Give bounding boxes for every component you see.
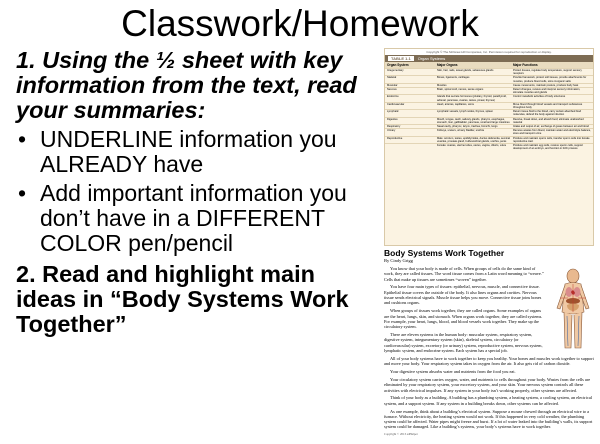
bullet-text: UNDERLINE information you ALREADY have xyxy=(40,126,337,177)
human-body-illustration xyxy=(550,268,596,352)
table-cell: Reproductive xyxy=(387,136,403,140)
table-copyright: Copyright © The McGraw-Hill Companies, Inc. Permission required for reproduction or display. xyxy=(385,49,593,55)
table-row xyxy=(385,94,593,101)
table-cell: Provide framework, protect soft tissues, provide attachments for muscles, produce blood cells, store inorganic salts xyxy=(513,76,587,83)
table-row xyxy=(385,87,593,94)
table-cell: Protect tissues, regulate body temperature, support sensory receptors xyxy=(513,69,582,76)
article-title: Body Systems Work Together xyxy=(384,248,505,258)
article-paragraph: You know that your body is made of cells. When groups of cells do the same kind of work, they are called tissues. The word tissue comes from a Latin word meaning to “weave.” Cells that make up tissues are sometimes “woven” together. xyxy=(384,266,544,282)
table-cell: Muscles xyxy=(437,83,447,87)
step2-heading: 2. Read and highlight main ideas in “Body Systems Work Together” xyxy=(16,261,349,337)
table-row xyxy=(385,102,593,109)
article-author: By Cindy Grigg xyxy=(384,258,414,263)
article-footer: Copyright © 2013 edHelper xyxy=(384,432,418,437)
table-cell: Heart, arteries, capillaries, veins xyxy=(437,102,474,106)
table-cell: Cause movements, maintain posture, produce body heat xyxy=(513,83,579,87)
table-cell: Lymphatic xyxy=(387,110,399,114)
article-paragraph: When groups of tissues work together, they are called organs. Some examples of organs are the heart, lungs, skin, and stomach. When organs work together, they are called systems. For example, your heart, lungs, blood, and blood vessels work together. They make up the circulatory system. xyxy=(384,308,543,330)
article-paragraph: All of your body systems have to work together to keep you healthy. Your bones and muscles work together to support and move your body. Your respiratory system takes in oxygen from the air. It also gets rid of carbon dioxide. xyxy=(384,355,594,367)
table-body xyxy=(385,68,593,150)
table-cell: Female: ovaries, uterine tubes, uterus, vagina, clitoris, vulva xyxy=(437,144,506,148)
table-label: TABLE 1.1 xyxy=(388,56,414,61)
step1-heading: 1. Using the ½ sheet with key information from the text, read your summaries: xyxy=(16,47,357,123)
table-caption: Organ Systems xyxy=(417,56,446,61)
column-header: Major Functions xyxy=(513,63,538,67)
table-cell: Respiratory xyxy=(387,125,401,129)
table-row xyxy=(385,117,593,124)
table-cell: Remove wastes from blood, maintain water and electrolyte balance, store and transport urine xyxy=(513,129,591,136)
table-cell: Digestive xyxy=(387,117,398,121)
table-cell: Kidneys, ureters, urinary bladder, urethra xyxy=(437,129,484,133)
bullet-item xyxy=(16,127,371,177)
bullet-icon: • xyxy=(18,180,27,206)
table-row xyxy=(385,124,593,128)
table-cell: Brain, spinal cord, nerves, sense organs xyxy=(437,88,484,92)
table-cell: Control metabolic activities of body structures xyxy=(513,95,566,99)
table-row xyxy=(385,128,593,135)
table-cell: Produce and maintain sperm cells, transfer sperm cells into female reproductive tract xyxy=(513,136,590,143)
table-cell: Glands that secrete hormones (pituitary, thyroid, parathyroid, adrenal, pancreas, ovaries, testes, pineal, thymus) xyxy=(437,95,507,102)
table-cell: Endocrine xyxy=(387,95,399,99)
article-paragraph: Your digestive system absorbs water and nutrients from the food you eat. xyxy=(390,369,516,375)
step1-bullets xyxy=(16,127,371,256)
article-paragraph: As one example, think about a building’s electrical system. Suppose a mouse chewed through an electrical wire to a furnace. Without electricity, the heating system would not work. If this happened in very cold weather, the plumbing system could be affected. Water pipes might freeze and burst. If a lot of water leaked into the building’s walls, its support system could be damaged. Like a building’s systems, your body’s systems have to work together. xyxy=(384,408,593,430)
table-header-bar xyxy=(385,55,593,62)
bullet-icon: • xyxy=(18,126,27,152)
table-cell: Detect changes, receive and interpret sensory information, stimulate muscles and glands xyxy=(513,88,581,95)
table-cell: Cardiovascular xyxy=(387,102,405,106)
bullet-text: Add important information you don’t have in a DIFFERENT COLOR pen/pencil xyxy=(40,180,347,256)
table-row xyxy=(385,143,593,150)
table-cell: Bones, ligaments, cartilages xyxy=(437,76,470,80)
instructions xyxy=(16,48,371,341)
table-cell: Produce and maintain egg cells, receive sperm cells, support development of an embryo, and function in birth process xyxy=(513,144,583,151)
table-cell: Nervous xyxy=(387,88,397,92)
column-header: Organ System xyxy=(387,63,409,67)
anatomy-figure-icon xyxy=(550,268,596,352)
table-cell: Muscular xyxy=(387,83,398,87)
table-cell: Urinary xyxy=(387,129,396,133)
table-cell: Nasal cavity, pharynx, larynx, trachea, bronchi, lungs xyxy=(437,125,498,129)
table-cell: Skeletal xyxy=(387,76,397,80)
table-cell: Skin, hair, nails, sweat glands, sebaceous glands xyxy=(437,69,494,72)
table-cell: Move blood through blood vessels and transport substances throughout body xyxy=(513,102,583,110)
table-cell: Receive, break down, and absorb food; eliminate unabsorbed material xyxy=(513,117,584,124)
table-cell: Mouth, tongue, teeth, salivary glands, pharynx, esophagus, stomach, liver, gallbladder, pancreas, small and large intestines xyxy=(437,117,510,124)
table-row xyxy=(385,136,593,143)
article-paragraph: There are eleven systems in the human body: muscular system, respiratory system, digestive system, integumentary system (skin), skeletal system, circulatory (or cardiovascular) system, excretory (or urinary) system, reproductive system, nervous system, lymphatic system, and endocrine system. Each system has a special job. xyxy=(384,332,543,353)
slide-title: Classwork/Homework xyxy=(121,3,479,44)
table-cell: Intake and output of air, exchange of gases between air and blood xyxy=(513,125,589,129)
table-cell xyxy=(385,144,437,150)
table-column-headers xyxy=(385,62,593,68)
article-paragraph: Think of your body as a building. A building has a plumbing system, a heating system, a cooling system, an electrical system, and a support system. If any system in a building breaks down, other systems can be affected. xyxy=(384,395,592,406)
article-paragraph: Your circulatory system carries oxygen, water, and nutrients to cells throughout your body. Wastes from the cells are eliminated by your respiratory system, your excretory system, and your skin. Your nervous system controls all these activities with electrical impulses. If any system in your body isn’t working properly, other systems are affected. xyxy=(384,376,591,393)
article-paragraph: You have four main types of tissues: epithelial, nervous, muscle, and connective tissue. Epithelial tissue covers the outside of the body. It also lines organs and cavities. Nervous tissue sends electrical signals. Muscle tissue helps you move. Connective tissue joins bones and cushions organs. xyxy=(384,284,542,306)
organ-systems-table xyxy=(384,48,594,246)
table-row xyxy=(385,68,593,75)
table-cell: Integumentary xyxy=(387,69,404,72)
table-row xyxy=(385,109,593,116)
table-cell: Male: scrotum, testes, epididymides, ductus deferentia, seminal vesicles, prostate gland, bulbourethral glands, urethra, penis xyxy=(437,136,510,143)
column-header: Major Organs xyxy=(437,63,458,67)
table-row xyxy=(385,83,593,87)
table-row xyxy=(385,75,593,82)
bullet-item xyxy=(16,181,371,256)
table-cell: Return tissue fluid to the blood, carry certain absorbed food molecules, defend the body against infection xyxy=(513,110,582,117)
table-cell: Lymphatic vessels, lymph nodes, thymus, spleen xyxy=(437,110,494,114)
article xyxy=(384,248,596,442)
